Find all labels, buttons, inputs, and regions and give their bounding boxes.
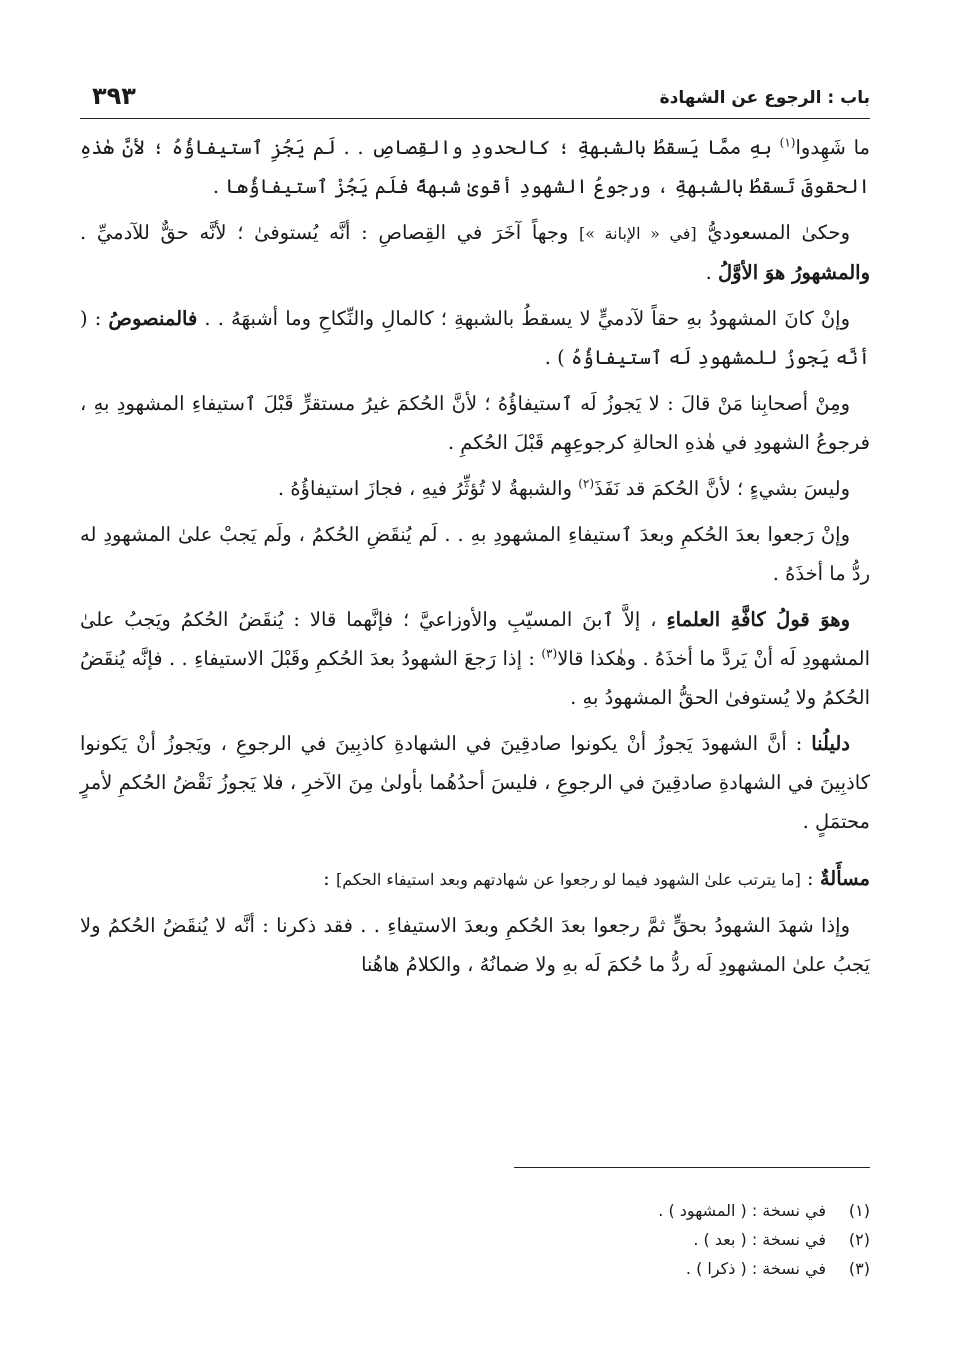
bold-phrase: والمشهورُ هوَ الأوَّلُ: [718, 261, 870, 284]
paragraph-5: [80, 469, 870, 508]
footnote-divider: [514, 1167, 870, 1168]
text-run: وإذا شهدَ الشهودُ بحقٍّ ثمَّ رجعوا بعدَ الحُكمِ وبعدَ الاستيفاءِ . . فقد ذكرنا : أنَّه لا يُنقَضُ الحُكمُ ولا يَجبُ علىٰ المشهودِ لَه ردُّ ما حُكمَ لَه بهِ ولا ضمانُهُ ، والكلامُ هاهُنا: [80, 914, 870, 976]
footnote-text: في نسخة : ( المشهود ) .: [658, 1201, 826, 1220]
paragraph-4: [80, 384, 870, 462]
paragraph-8: [80, 724, 870, 841]
footnote-text: في نسخة : ( ذكرا ) .: [685, 1259, 826, 1278]
bold-phrase: فالمنصوصُ: [108, 307, 198, 330]
page-number: ٣٩٣: [92, 82, 136, 110]
footnote-text: في نسخة : ( بعد ) .: [693, 1230, 826, 1249]
text-run: : ( أنَّه يَجوزُ للمشهودِ لَه ٱستيفاؤُهُ ) .: [80, 307, 870, 369]
page-header: [80, 80, 870, 119]
text-run: : أنَّ الشهودَ يَجوزُ أنْ يكونوا صادقِينَ في الشهادةِ كاذبِينَ في الرجوعِ ، ويَجوزُ أنْ يَكونوا كاذبِينَ في الشهادةِ صادقِينَ في الرجوعِ ، فليسَ أحدُهُما بأولىٰ مِنَ الآخرِ ، فلا يَجوزُ نَقْضُ الحُكمِ لأمرٍ محتمَلٍ .: [80, 732, 870, 833]
footnote-number: (٣): [848, 1259, 870, 1278]
paragraph-10: [80, 906, 870, 984]
running-title: باب : الرجوع عن الشهادة: [659, 88, 870, 108]
page-body: [80, 128, 870, 991]
paragraph-6: [80, 515, 870, 593]
bold-phrase: وهوَ قولُ كافَّةِ العلماءِ: [666, 608, 851, 631]
footnote-marker-2[interactable]: (٢): [578, 476, 595, 491]
masala-label: مسأَلةٌ: [819, 867, 870, 890]
text-run: ، إلاَّ ٱبنَ المسيّبِ والأوزاعيَّ ؛ فإنَّهما قالا : يُنقَضُ الحُكمُ ويَجبُ علىٰ المشهودِ لَه أنْ يَردَّ ما أخذَهُ . وهٰكذا قالا: [80, 608, 870, 670]
text-run: :: [323, 867, 336, 890]
footnotes: [170, 1196, 870, 1283]
text-run: وليسَ بشيءٍ ؛ لأنَّ الحُكمَ قد نَفَذَ: [594, 477, 850, 500]
text-run: وجهاً آخَرَ في القِصاصِ : أنَّه يُستوفىٰ ؛ لأنَّه حقٌّ للآدميِّ .: [80, 221, 579, 244]
footnote-number: (١): [848, 1201, 870, 1220]
paragraph-2: [80, 213, 870, 292]
text-run: بهِ ممَّا يَسقطُ بالشبهةِ ؛ كالحدودِ والقِصاصِ . . لَم يَجُزِ ٱستيفاؤُهُ ؛ لأنَّ هٰذهِ الحقوقَ تَسقطُ بالشبهةِ ، ورجوعُ الشهودِ أقوىٰ شبهةً فلَم يَجُزْ ٱستيفاؤُها .: [80, 136, 870, 198]
text-run: وإنْ كانَ المشهودُ بهِ حقاً لآدميٍّ لا يسقطُ بالشبهةِ ؛ كالمالِ والنِّكاحِ وما أشبهَهُ . .: [197, 307, 850, 330]
text-run: : إذا رَجعَ الشهودُ بعدَ الحُكمِ وقَبْلَ الاستيفاءِ . . فإنَّه يُنقَضُ الحُكمُ ولا يُستوفىٰ الحقُّ المشهودُ بهِ .: [80, 647, 870, 709]
footnote-item: [170, 1196, 870, 1225]
footnote-item: [170, 1225, 870, 1254]
paragraph-7: [80, 600, 870, 717]
text-run: ما شَهِدوا: [795, 136, 870, 159]
text-run: :: [800, 867, 820, 890]
paragraph-1: [80, 128, 870, 206]
section-heading: [80, 859, 870, 899]
bold-phrase: دليلُنا: [811, 732, 850, 755]
footnote-item: [170, 1254, 870, 1283]
section-title: [ما يترتب علىٰ الشهود فيما لو رجعوا عن شهادتهم وبعد استيفاء الحكم]: [335, 870, 801, 889]
text-run: وحكىٰ المسعوديُّ: [696, 221, 851, 244]
footnote-marker-1[interactable]: (١): [779, 135, 796, 150]
text-run: .: [705, 261, 719, 284]
editor-insertion: [في « الإبانة »]: [578, 224, 697, 243]
text-run: ومِنْ أصحابِنا مَنْ قالَ : لا يَجوزُ لَه ٱستيفاؤُهُ ؛ لأنَّ الحُكمَ غيرُ مستقرٍّ قَبْلَ ٱستيفاءِ المشهودِ بهِ ، فرجوعُ الشهودِ في هٰذهِ الحالةِ كرجوعِهِم قَبْلَ الحُكمِ .: [80, 392, 870, 454]
text-run: والشبهةُ لا تُؤثِّرُ فيهِ ، فجازَ استيفاؤُهُ .: [277, 477, 579, 500]
footnote-number: (٢): [848, 1230, 870, 1249]
footnote-marker-3[interactable]: (٣): [541, 646, 558, 661]
paragraph-3: [80, 299, 870, 377]
text-run: وإنْ رَجعوا بعدَ الحُكمِ وبعدَ ٱستيفاءِ المشهودِ بهِ . . لَم يُنقَضِ الحُكمُ ، ولَم يَجبْ علىٰ المشهودِ له ردُّ ما أخذَهُ .: [80, 523, 870, 585]
